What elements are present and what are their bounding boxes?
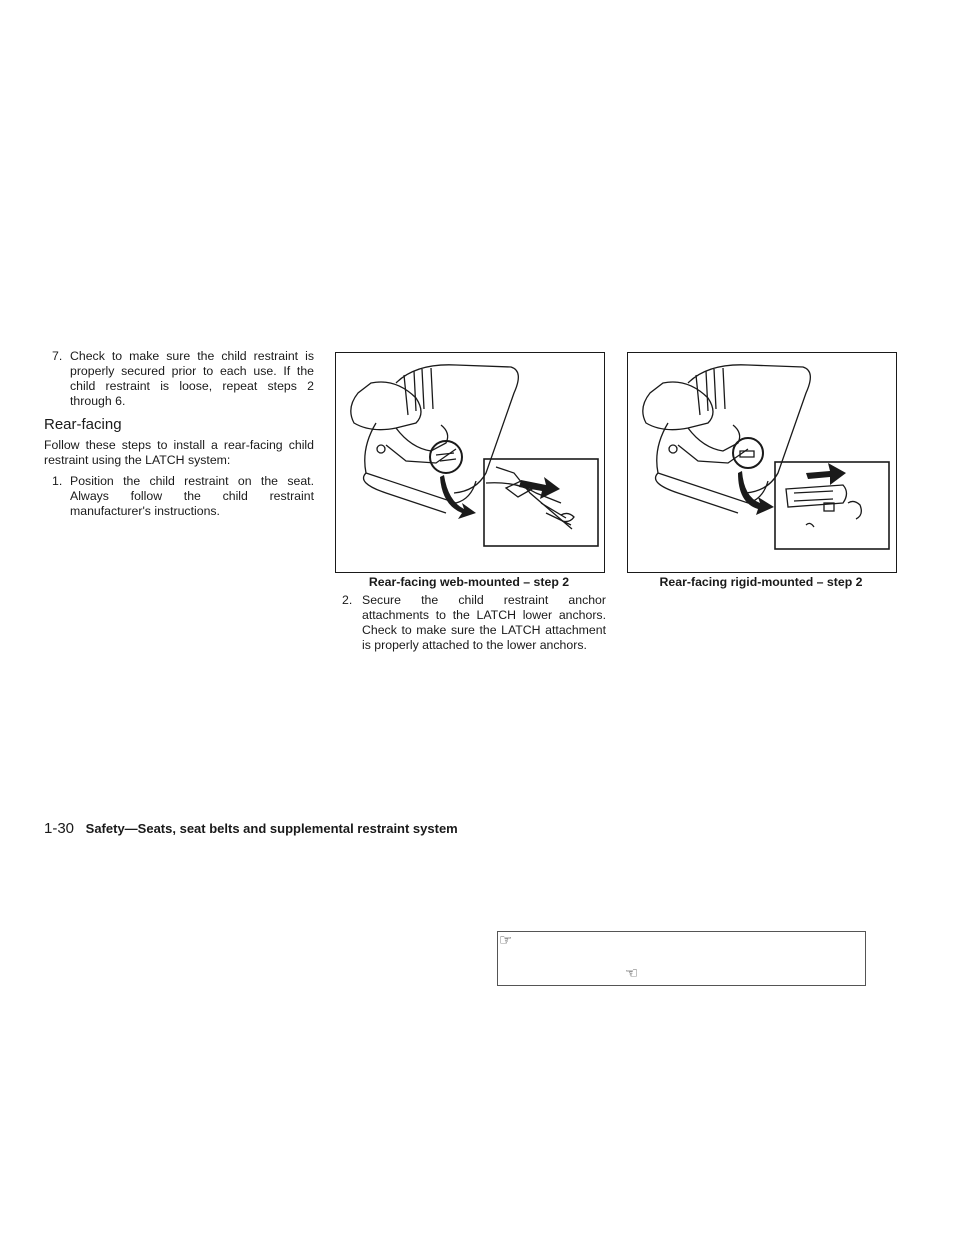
section-title: Safety—Seats, seat belts and supplemental restraint system — [85, 821, 458, 836]
pointing-hand-icon: ☞ — [499, 932, 513, 949]
step-text: Check to make sure the child restraint is properly secured prior to each use. If the child restraint is loose, repeat steps 2 through 6. — [70, 349, 314, 408]
intro-paragraph: Follow these steps to install a rear-facing child restraint using the LATCH system: — [44, 438, 314, 467]
note-box — [497, 931, 866, 986]
step-text: Secure the child restraint anchor attachments to the LATCH lower anchors. Check to make sure the LATCH attachment is properly attached to the lower anchors. — [362, 593, 606, 652]
figure-caption: Rear-facing web-mounted – step 2 — [368, 575, 570, 589]
page-footer — [44, 820, 458, 837]
step-2 — [342, 593, 606, 653]
figure-rigid-mounted — [627, 352, 897, 573]
middle-column — [342, 593, 606, 653]
step-text: Position the child restraint on the seat. Always follow the child restraint manufacturer's instructions. — [70, 474, 314, 518]
step-number: 2. — [342, 593, 353, 607]
page-number: 1-30 — [44, 820, 75, 837]
child-seat-web-mounted-illustration — [336, 353, 604, 572]
figure-caption: Rear-facing rigid-mounted – step 2 — [659, 575, 863, 589]
left-column — [44, 349, 314, 519]
step-number: 1. — [52, 474, 63, 488]
child-seat-rigid-mounted-illustration — [628, 353, 896, 572]
step-7 — [44, 349, 314, 409]
figure-web-mounted — [335, 352, 605, 573]
step-number: 7. — [52, 349, 63, 363]
section-heading: Rear-facing — [44, 416, 122, 433]
step-1 — [44, 474, 314, 519]
pointing-hand-icon: ☜ — [625, 965, 639, 982]
